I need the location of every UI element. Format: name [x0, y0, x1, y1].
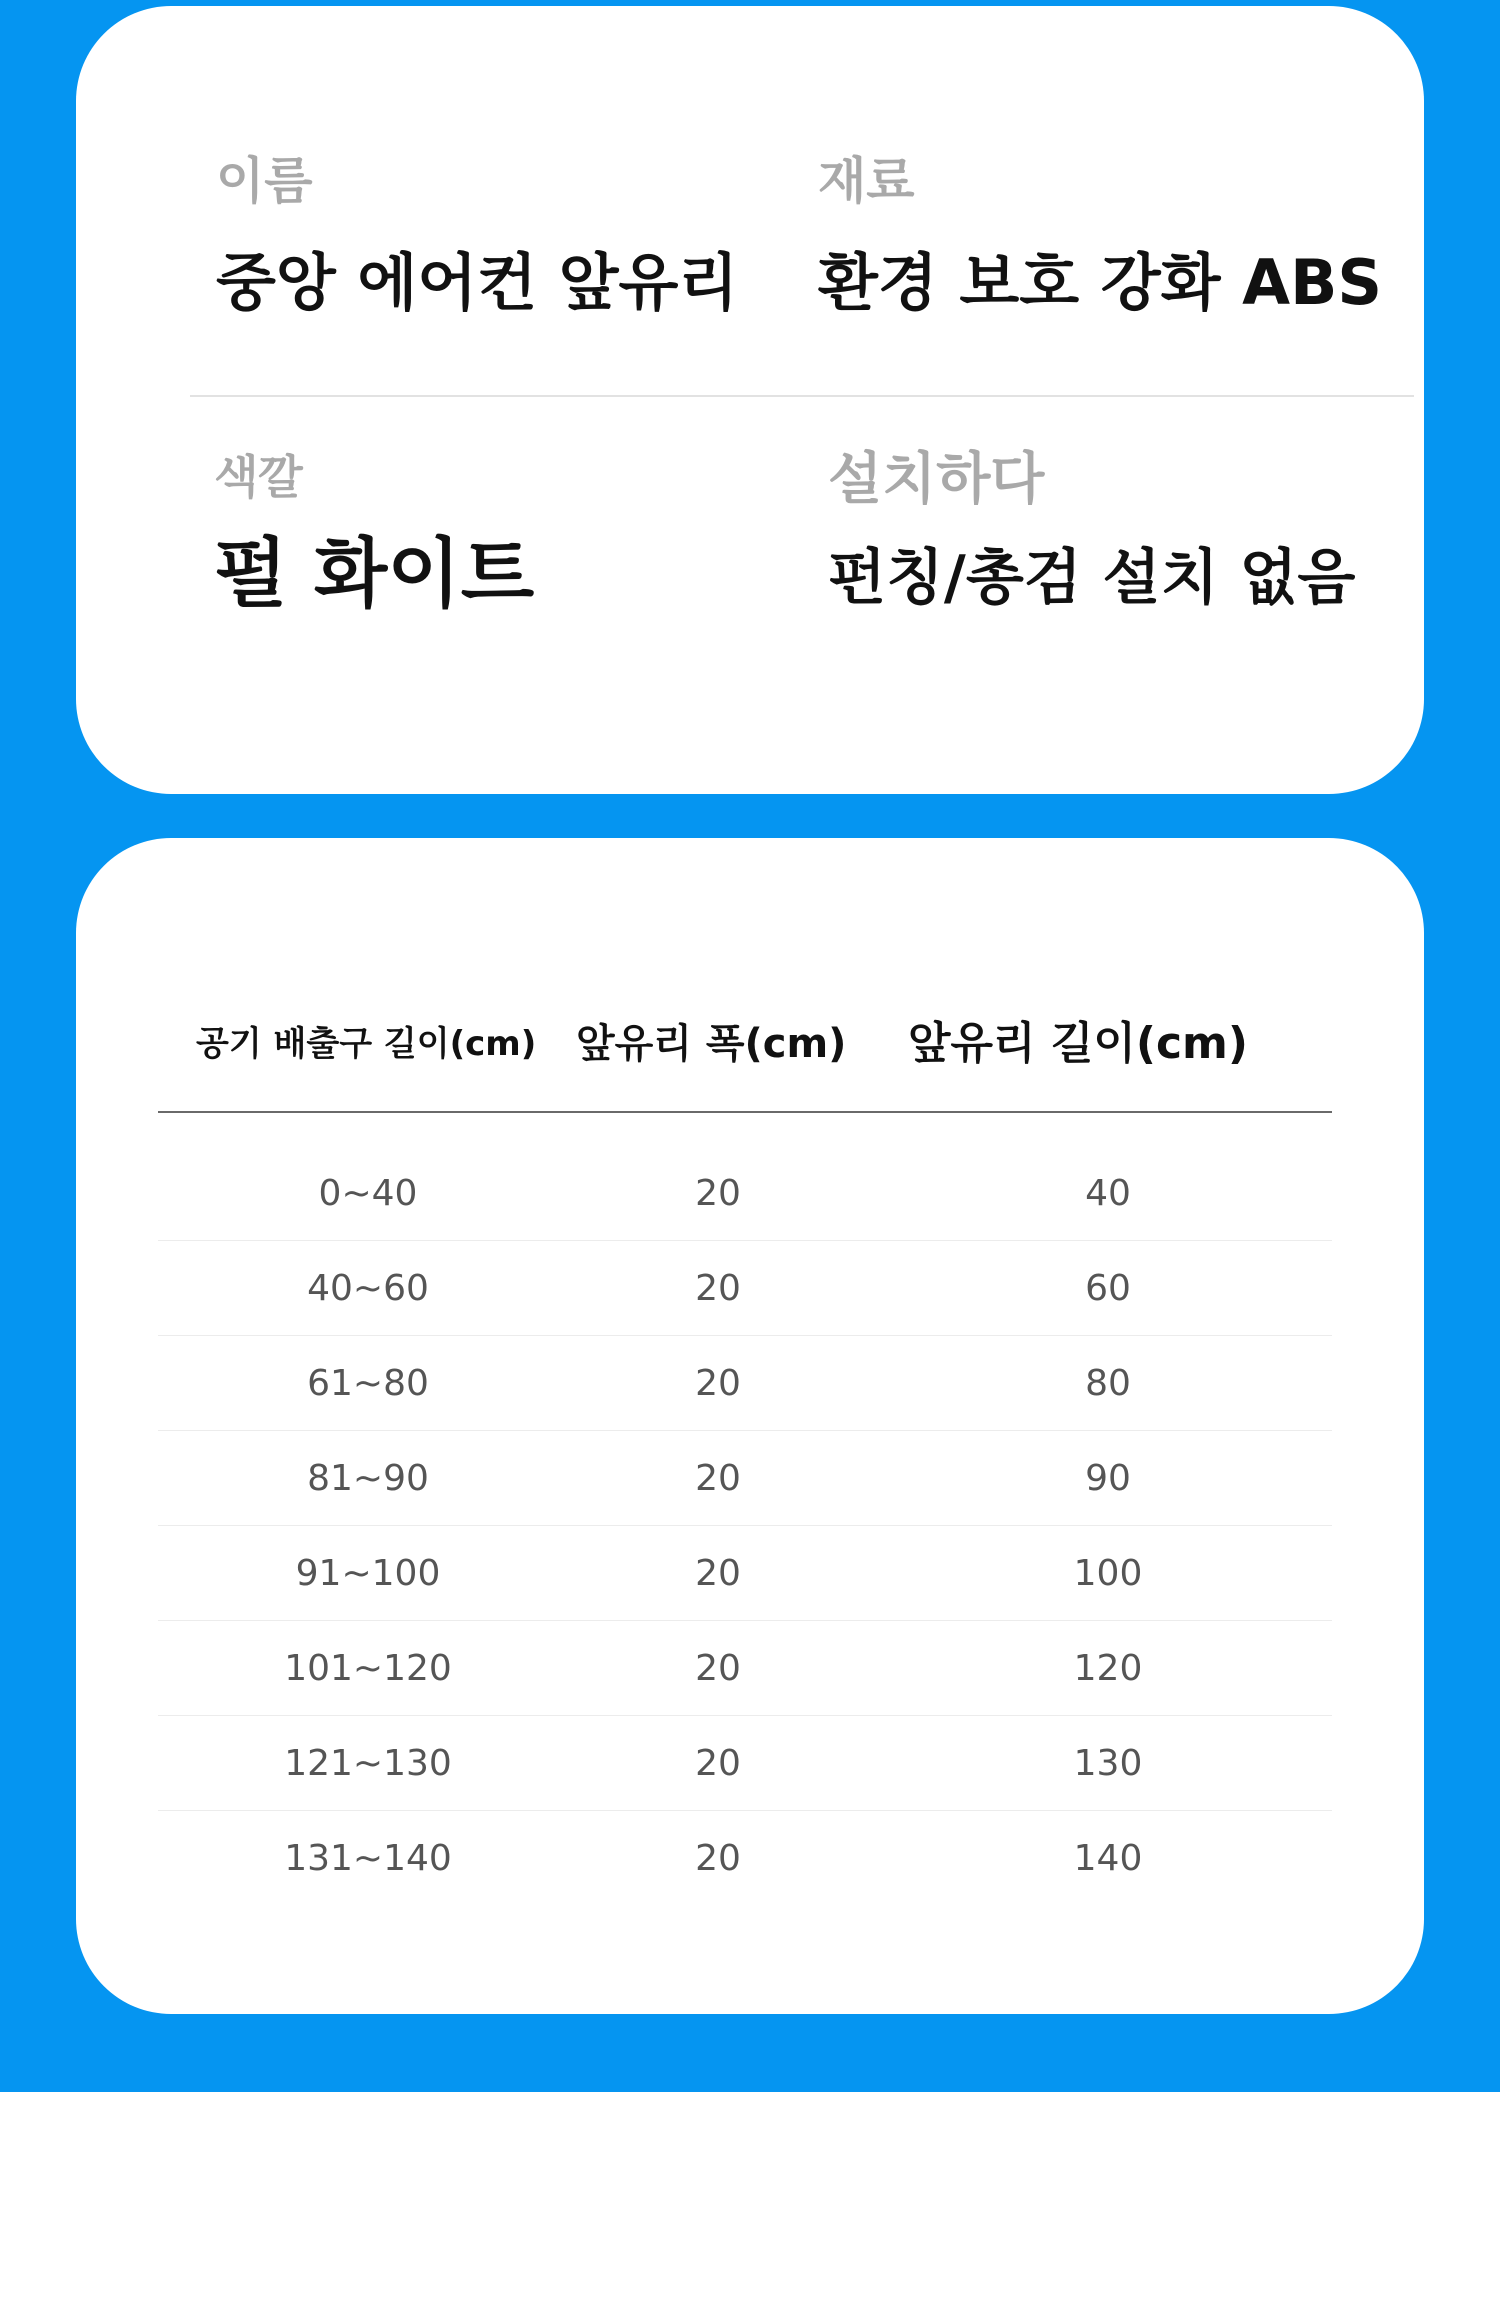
cell-vent-length: 131~140 [284, 1838, 452, 1879]
cell-width: 20 [695, 1553, 741, 1594]
cell-vent-length: 81~90 [307, 1458, 429, 1499]
cell-length: 60 [1085, 1268, 1131, 1309]
cell-length: 140 [1073, 1838, 1143, 1879]
table-row [158, 1716, 1332, 1811]
cell-width: 20 [695, 1173, 741, 1214]
cell-length: 120 [1073, 1648, 1143, 1689]
cell-vent-length: 40~60 [307, 1268, 429, 1309]
table-row [158, 1146, 1332, 1241]
spec-name-label: 이름 [216, 152, 313, 210]
header-windshield-length: 앞유리 길이(cm) [908, 1018, 1248, 1069]
spec-color-label: 색깔 [214, 450, 303, 504]
cell-width: 20 [695, 1838, 741, 1879]
cell-width: 20 [695, 1648, 741, 1689]
spec-material-label: 재료 [818, 152, 915, 210]
table-body [158, 1146, 1332, 1906]
cell-length: 100 [1073, 1553, 1143, 1594]
spec-install-value: 펀칭/총검 설치 없음 [828, 543, 1356, 613]
table-row [158, 1336, 1332, 1431]
spec-color [214, 450, 535, 618]
header-windshield-width: 앞유리 폭(cm) [576, 1021, 847, 1067]
spec-install [828, 447, 1356, 613]
cell-width: 20 [695, 1268, 741, 1309]
cell-vent-length: 101~120 [284, 1648, 452, 1689]
spec-install-label: 설치하다 [828, 447, 1045, 512]
cell-vent-length: 121~130 [284, 1743, 452, 1784]
cell-vent-length: 0~40 [318, 1173, 418, 1214]
spec-material [818, 152, 1383, 319]
table-header [158, 1014, 1330, 1074]
cell-length: 40 [1085, 1173, 1131, 1214]
cell-length: 130 [1073, 1743, 1143, 1784]
cell-width: 20 [695, 1363, 741, 1404]
spec-color-value: 펄 화이트 [214, 529, 535, 618]
spec-material-value: 환경 보호 강화 ABS [818, 246, 1383, 319]
header-vent-length: 공기 배출구 길이(cm) [196, 1024, 537, 1064]
cell-vent-length: 61~80 [307, 1363, 429, 1404]
spec-name-value: 중앙 에어컨 앞유리 [216, 246, 739, 319]
cell-vent-length: 91~100 [295, 1553, 441, 1594]
cell-width: 20 [695, 1458, 741, 1499]
size-table-card [76, 838, 1424, 2014]
spec-divider [190, 395, 1414, 397]
spec-name [216, 152, 739, 319]
table-row [158, 1811, 1332, 1906]
cell-length: 90 [1085, 1458, 1131, 1499]
cell-length: 80 [1085, 1363, 1131, 1404]
cell-width: 20 [695, 1743, 741, 1784]
table-row [158, 1526, 1332, 1621]
table-row [158, 1431, 1332, 1526]
spec-card [76, 6, 1424, 794]
table-row [158, 1241, 1332, 1336]
table-row [158, 1621, 1332, 1716]
header-rule [158, 1111, 1332, 1113]
